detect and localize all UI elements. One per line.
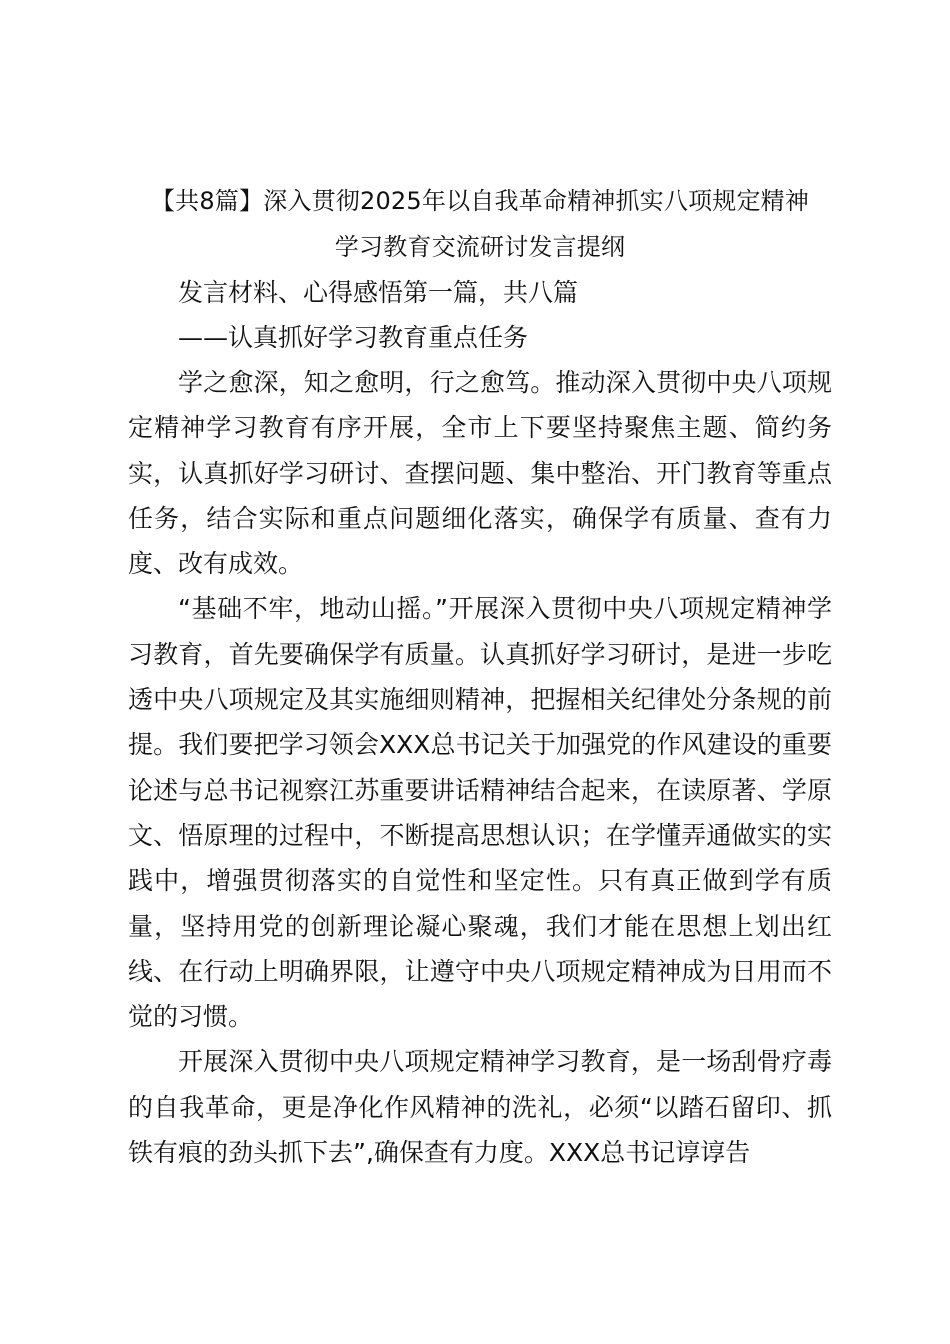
title-line-1: 【共8篇】深入贯彻2025年以自我革命精神抓实八项规定精神	[150, 187, 810, 215]
document-title	[110, 178, 850, 270]
paragraph-3: 开展深入贯彻中央八项规定精神学习教育，是一场刮骨疗毒的自我革命，更是净化作风精神的洗礼，必须“以踏石留印、抓铁有痕的劲头抓下去”,确保查有力度。XXX总书记谆谆告	[128, 1047, 832, 1168]
paragraph-2: “基础不牢，地动山摇。”开展深入贯彻中央八项规定精神学习教育，首先要确保学有质量。认真抓好学习研讨，是进一步吃透中央八项规定及其实施细则精神，把握相关纪律处分条规的前提。我们要把学习领会XXX总书记关于加强党的作风建设的重要论述与总书记视察江苏重要讲话精神结合起来，在读原著、学原文、悟原理的过程中，不断提高思想认识；在学懂弄通做实的实践中，增强贯彻落实的自觉性和坚定性。只有真正做到学有质量，坚持用党的创新理论凝心聚魂，我们才能在思想上划出红线、在行动上明确界限，让遵守中央八项规定精神成为日用而不觉的习惯。	[128, 594, 832, 1032]
document-page	[128, 178, 832, 1175]
document-subtitle: 发言材料、心得感悟第一篇，共八篇	[178, 278, 579, 307]
paragraph-1: 学之愈深，知之愈明，行之愈笃。推动深入贯彻中央八项规定精神学习教育有序开展，全市上下要坚持聚焦主题、简约务实，认真抓好学习研讨、查摆问题、集中整治、开门教育等重点任务，结合实际和重点问题细化落实，确保学有质量、查有力度、改有成效。	[128, 368, 832, 579]
title-line-2: 学习教育交流研讨发言提纲	[334, 233, 626, 261]
section-heading: ——认真抓好学习教育重点任务	[178, 323, 529, 352]
